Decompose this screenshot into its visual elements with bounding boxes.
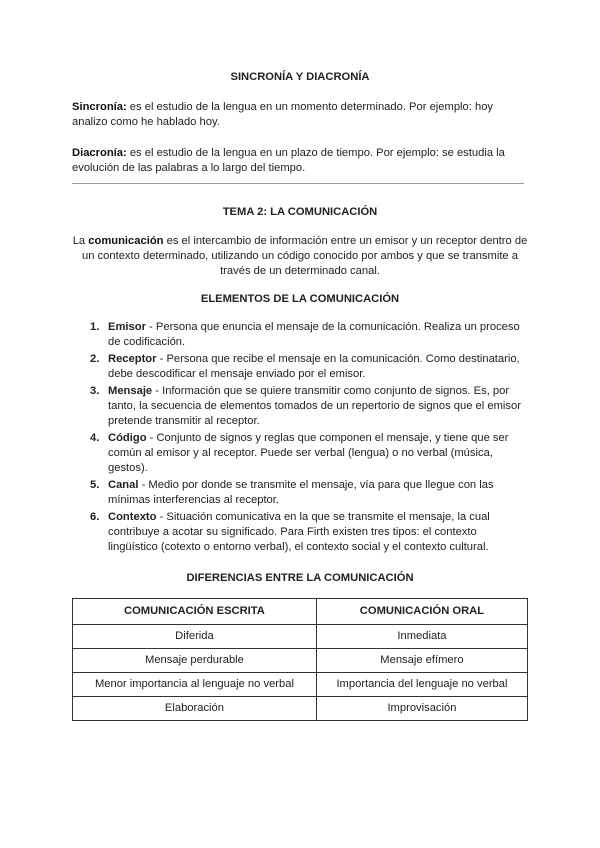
table-row	[73, 673, 528, 697]
element-text: - Información que se quiere transmitir como conjunto de signos. Es, por tanto, la secuencia de elementos tomados de un repertorio de signos que el emisor pretende transmitir al receptor.	[108, 385, 521, 427]
sincronia-text: es el estudio de la lengua en un momento determinado. Por ejemplo: hoy analizo como he hablado hoy.	[72, 101, 494, 128]
diacronia-paragraph	[72, 146, 528, 176]
elements-list	[72, 320, 528, 557]
element-text: - Persona que recibe el mensaje en la comunicación. Como destinatario, debe descodificar el mensaje enviado por el emisor.	[108, 353, 520, 380]
list-item	[90, 431, 528, 476]
list-number: 2.	[90, 353, 100, 365]
list-item	[90, 352, 528, 382]
element-term: Mensaje	[108, 385, 153, 397]
element-term: Código	[108, 432, 147, 444]
table-header-row	[73, 599, 528, 625]
intro-text: es el intercambio de información entre un emisor y un receptor dentro de un contexto determinado, utilizando un código conocido por ambos y que se transmite a través de un determinado canal.	[82, 235, 528, 277]
table-row	[73, 697, 528, 721]
element-text: - Medio por donde se transmite el mensaje, vía para que llegue con las mínimas interferencias al receptor.	[108, 479, 494, 506]
table-cell: Menor importancia al lenguaje no verbal	[73, 673, 317, 697]
table-cell: Mensaje efímero	[316, 649, 527, 673]
section-title-diferencias: DIFERENCIAS ENTRE LA COMUNICACIÓN	[186, 572, 414, 584]
table-cell: Importancia del lenguaje no verbal	[316, 673, 527, 697]
intro-prefix: La	[72, 235, 89, 247]
list-number: 6.	[90, 511, 100, 523]
element-term: Receptor	[108, 353, 157, 365]
section-title-sincronia: SINCRONÍA Y DIACRONÍA	[230, 71, 370, 83]
section-title-tema2: TEMA 2: LA COMUNICACIÓN	[222, 206, 378, 218]
list-number: 3.	[90, 385, 100, 397]
element-term: Contexto	[108, 511, 157, 523]
element-term: Emisor	[108, 321, 146, 333]
diacronia-text: es el estudio de la lengua en un plazo de tiempo. Por ejemplo: se estudia la evolución de las palabras a lo largo del tiempo.	[72, 147, 505, 174]
diacronia-term: Diacronía:	[72, 147, 127, 159]
list-item	[90, 478, 528, 508]
column-header-escrita: COMUNICACIÓN ESCRITA	[73, 599, 317, 625]
element-text: - Persona que enuncia el mensaje de la comunicación. Realiza un proceso de codificación.	[108, 321, 520, 348]
sincronia-term: Sincronía:	[72, 101, 127, 113]
table-cell: Improvisación	[316, 697, 527, 721]
intro-term: comunicación	[88, 235, 164, 247]
column-header-oral: COMUNICACIÓN ORAL	[316, 599, 527, 625]
table-cell: Inmediata	[316, 625, 527, 649]
table-row	[73, 649, 528, 673]
comunicacion-definition	[72, 234, 528, 279]
table-row	[73, 625, 528, 649]
element-text: - Situación comunicativa en la que se transmite el mensaje, la cual contribuye a acotar su significado. Para Firth existen tres tipos: el contexto lingüístico (cotexto o entorno verbal), el contexto social y el contexto cultural.	[108, 511, 490, 553]
table-cell: Diferida	[73, 625, 317, 649]
element-text: - Conjunto de signos y reglas que componen el mensaje, y tiene que ser común al emisor y al receptor. Puede ser verbal (lengua) o no verbal (música, gestos).	[108, 432, 509, 474]
table-cell: Elaboración	[73, 697, 317, 721]
section-title-elementos: ELEMENTOS DE LA COMUNICACIÓN	[200, 293, 400, 305]
list-item	[90, 384, 528, 429]
differences-table	[72, 598, 528, 721]
element-term: Canal	[108, 479, 139, 491]
horizontal-divider	[72, 183, 524, 184]
list-number: 1.	[90, 321, 100, 333]
sincronia-paragraph	[72, 100, 528, 130]
list-item	[90, 320, 528, 350]
list-number: 5.	[90, 479, 100, 491]
table-cell: Mensaje perdurable	[73, 649, 317, 673]
list-number: 4.	[90, 432, 100, 444]
list-item	[90, 510, 528, 555]
